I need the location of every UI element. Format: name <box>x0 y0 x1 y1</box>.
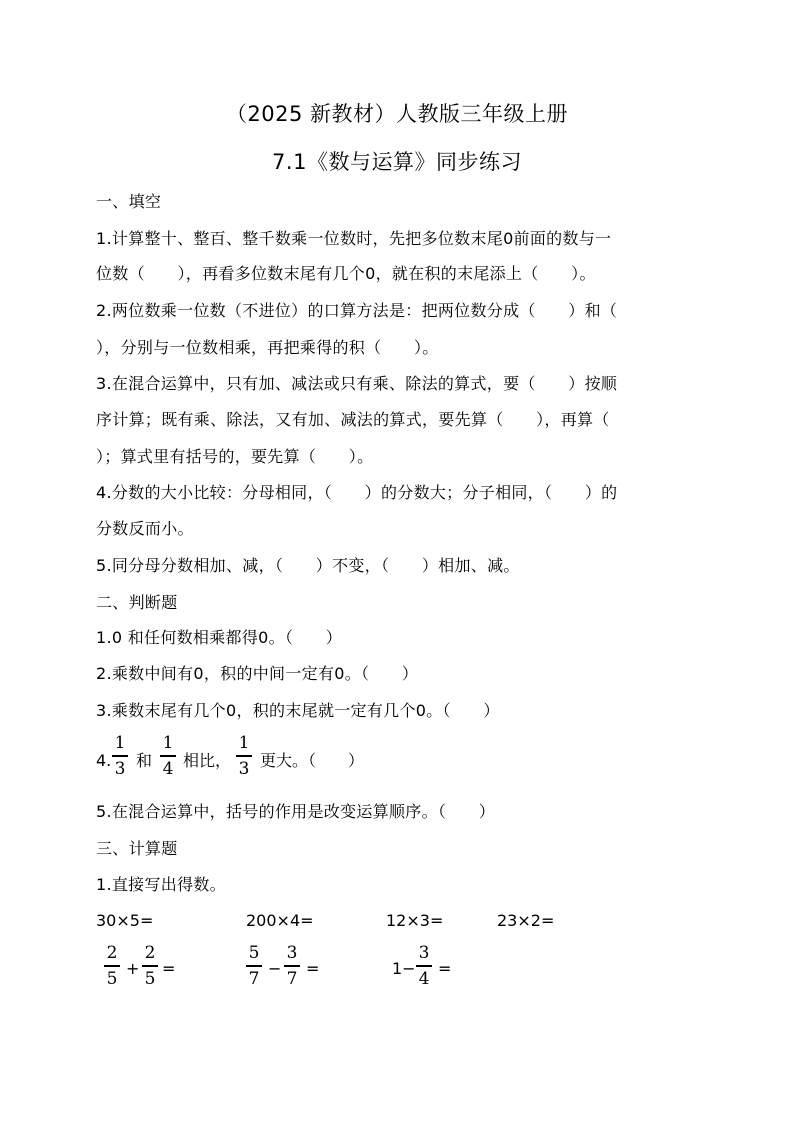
question-text: 5.在混合运算中，括号的作用是改变运算顺序。（ ） <box>96 802 496 821</box>
fraction-bar <box>112 755 128 757</box>
question-text: ），分别与一位数相乘，再把乘得的积（ ）。 <box>96 338 439 357</box>
question-text: 4.分数的大小比较：分母相同，（ ）的分数大；分子相同，（ ）的 <box>96 483 618 502</box>
fraction-denominator: 3 <box>114 758 126 779</box>
question-text: 分数反而小。 <box>96 519 194 538</box>
question-text: 更大。（ ） <box>260 751 365 770</box>
fraction-three-fourths <box>416 943 432 989</box>
fraction-denominator: 7 <box>286 968 298 989</box>
calc-item: 200×4= <box>246 911 314 930</box>
page-subtitle: 7.1《数与运算》同步练习 <box>272 150 522 174</box>
fraction-numerator: 3 <box>286 943 298 963</box>
equals-sign: = <box>306 959 320 978</box>
fraction-numerator: 1 <box>238 733 250 753</box>
question-text: ）；算式里有括号的，要先算（ ）。 <box>96 447 374 466</box>
equals-sign: = <box>162 959 176 978</box>
calc-item: 12×3= <box>386 911 444 930</box>
question-number: 4. <box>96 751 112 770</box>
question-text: 2.两位数乘一位数（不进位）的口算方法是：把两位数分成（ ）和（ <box>96 301 618 320</box>
calc-item: 23×2= <box>497 911 555 930</box>
fraction-denominator: 5 <box>144 968 156 989</box>
fraction-two-fifths <box>104 943 120 989</box>
question-text: 3.乘数末尾有几个0，积的末尾就一定有几个0。（ ） <box>96 701 500 720</box>
calc-item: 30×5= <box>96 911 154 930</box>
section-heading-calculation: 三、计算题 <box>96 839 178 858</box>
question-text: 1.直接写出得数。 <box>96 875 226 894</box>
section-heading-fill-blank: 一、填空 <box>96 192 162 211</box>
fraction-bar <box>416 965 432 967</box>
equals-sign: = <box>438 959 452 978</box>
fraction-bar <box>142 965 158 967</box>
operator-minus: − <box>268 959 282 978</box>
fraction-bar <box>160 755 176 757</box>
question-text: 3.在混合运算中，只有加、减法或只有乘、除法的算式，要（ ）按顺 <box>96 374 618 393</box>
question-text: 相比， <box>183 751 232 770</box>
fraction-bar <box>284 965 300 967</box>
fraction-two-fifths <box>142 943 158 989</box>
fraction-denominator: 4 <box>418 968 430 989</box>
question-text: 5.同分母分数相加、减，（ ）不变，（ ）相加、减。 <box>96 556 520 575</box>
fraction-five-sevenths <box>246 943 262 989</box>
fraction-denominator: 5 <box>106 968 118 989</box>
fraction-bar <box>236 755 252 757</box>
question-text: 1.0 和任何数相乘都得0。（ ） <box>96 628 343 647</box>
fraction-numerator: 1 <box>114 733 126 753</box>
fraction-bar <box>104 965 120 967</box>
fraction-one-third <box>236 733 252 779</box>
fraction-numerator: 1 <box>162 733 174 753</box>
fraction-bar <box>246 965 262 967</box>
fraction-numerator: 5 <box>248 943 260 963</box>
question-text: 序计算；既有乘、除法，又有加、减法的算式，要先算（ ），再算（ <box>96 410 610 429</box>
fraction-numerator: 2 <box>106 943 118 963</box>
fraction-denominator: 4 <box>162 758 174 779</box>
question-text: 位数（ ），再看多位数末尾有几个0，就在积的末尾添上（ ）。 <box>96 264 596 283</box>
operator-plus: + <box>126 959 140 978</box>
fraction-denominator: 3 <box>238 758 250 779</box>
fraction-one-third <box>112 733 128 779</box>
whole-number-minus: 1− <box>392 959 416 978</box>
fraction-numerator: 2 <box>144 943 156 963</box>
fraction-one-fourth <box>160 733 176 779</box>
fraction-numerator: 3 <box>418 943 430 963</box>
page-title: （2025 新教材）人教版三年级上册 <box>225 102 569 126</box>
section-heading-true-false: 二、判断题 <box>96 593 178 612</box>
question-text: 2.乘数中间有0，积的中间一定有0。（ ） <box>96 664 419 683</box>
question-text: 1.计算整十、整百、整千数乘一位数时，先把多位数末尾0前面的数与一 <box>96 229 612 248</box>
fraction-three-sevenths <box>284 943 300 989</box>
question-text: 和 <box>136 751 153 770</box>
fraction-denominator: 7 <box>248 968 260 989</box>
